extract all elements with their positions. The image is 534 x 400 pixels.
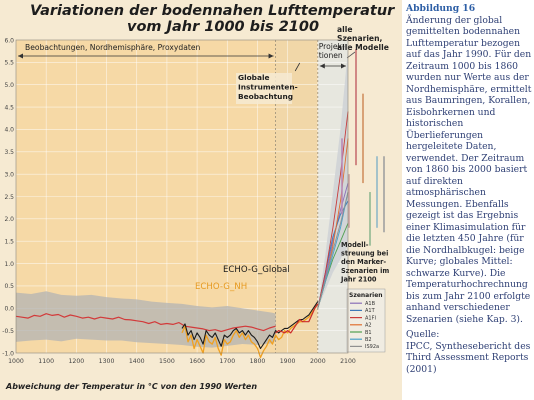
x-tick-label: 1400 <box>128 358 145 365</box>
y-tick-label: 1.0 <box>4 260 14 268</box>
legend-label-b2: B2 <box>365 337 372 343</box>
chart-title-line2: vom Jahr 1000 bis 2100 <box>127 19 320 35</box>
y-tick-label: 2.5 <box>4 193 14 201</box>
y-tick-label: 4.0 <box>4 126 14 134</box>
y-tick-label: 3.5 <box>4 149 14 157</box>
caption-source-text: IPCC, Synthesebericht des Third Assessment Reports (2001) <box>406 340 531 375</box>
region-label-instrumental-0: Globale <box>238 73 270 82</box>
region-label-proxy: Beobachtungen, Nordhemisphäre, Proxydaten <box>25 43 201 52</box>
legend-label-is92a: IS92a <box>365 344 380 351</box>
x-tick-label: 1300 <box>98 358 115 365</box>
annotation-model-spread-0: Modell- <box>341 241 369 249</box>
chart-title-line1: Variationen der bodennahen Lufttemperatur <box>30 3 395 19</box>
x-tick-label: 1700 <box>219 358 236 365</box>
x-tick-label: 1600 <box>189 358 205 365</box>
label-echo-g-global: ECHO-G_Global <box>223 265 290 275</box>
y-tick-label: 0.5 <box>4 283 14 291</box>
y-tick-label: -0.5 <box>2 327 14 335</box>
annotation-model-spread-4: Jahr 2100 <box>341 275 377 284</box>
x-tick-label: 1900 <box>279 358 296 365</box>
figure-caption <box>406 3 532 375</box>
legend-label-a2: A2 <box>365 322 372 329</box>
x-tick-label: 1200 <box>68 358 85 365</box>
x-tick-label: 2000 <box>309 358 326 365</box>
label-echo-g-nh: ECHO-G_NH <box>195 282 248 292</box>
annotation-all-scenarios-3: alle Modelle <box>337 43 389 52</box>
y-tick-label: 2.0 <box>4 216 14 224</box>
region-label-instrumental-1: Instrumenten- <box>238 82 298 92</box>
annotation-all-scenarios-2: Szenarien, <box>337 34 383 43</box>
caption-source-label: Quelle: <box>406 329 440 340</box>
caption-heading: Abbildung 16 <box>406 3 476 14</box>
y-tick-label: -1.0 <box>2 350 14 358</box>
x-tick-label: 1000 <box>8 358 24 365</box>
x-tick-label: 1500 <box>159 358 175 365</box>
caption-text: Änderung der global gemittelten bodennahen Lufttemperatur bezogen auf das Jahr 1990. Für den Zeitraum 1000 bis 1860 wurden nur Werte aus der Nordhemisphäre, ermittelt aus Baumringen, Korallen, Eisbohrkernen und historischen Überlieferungen hergeleitete Daten, verwendet. Der Zeitraum von 1860 bis 2000 basiert auf direkten atmosphärischen Messungen. Ebenfalls gezeigt ist das Ergebnis einer Klimasimulation für die letzten 450 Jahre (für die Nordhalbkugel: beige Kurve; globales Mittel: schwarze Kurve). Die Temperaturhochrechnung bis zum Jahr 2100 erfolgte anhand verschiedener Szenarien (siehe Kap. 3). <box>406 14 532 325</box>
y-tick-label: 5.5 <box>4 59 14 67</box>
annotation-model-spread-2: den Marker- <box>341 258 387 267</box>
annotation-all-scenarios-1: alle <box>337 25 353 34</box>
legend-label-a1t: A1T <box>365 308 375 315</box>
annotation-model-spread-3: Szenarien im <box>341 266 390 275</box>
x-tick-label: 1800 <box>249 358 266 365</box>
legend-label-a1fi: A1FI <box>365 315 376 322</box>
y-tick-label: 0.0 <box>4 305 14 313</box>
x-tick-label: 1100 <box>38 358 55 365</box>
region-label-projections-2: tionen <box>318 51 343 60</box>
legend-label-b1: B1 <box>365 329 372 336</box>
annotation-model-spread-1: streuung bei <box>341 249 389 258</box>
region-label-instrumental-2: Beobachtung <box>238 92 293 101</box>
y-tick-label: 4.5 <box>4 104 14 112</box>
y-tick-label: 3.0 <box>4 171 14 179</box>
legend-title: Szenarien <box>349 292 383 299</box>
x-tick-label: 2100 <box>340 358 356 365</box>
x-axis-label: Abweichung der Temperatur in °C von den 1990 Werten <box>6 382 258 391</box>
y-tick-label: 5.0 <box>4 82 14 90</box>
y-tick-label: 6.0 <box>4 37 14 45</box>
legend-label-a1b: A1B <box>365 301 376 307</box>
region-label-projections-1: Projek- <box>318 42 345 51</box>
y-tick-label: 1.5 <box>4 238 14 246</box>
